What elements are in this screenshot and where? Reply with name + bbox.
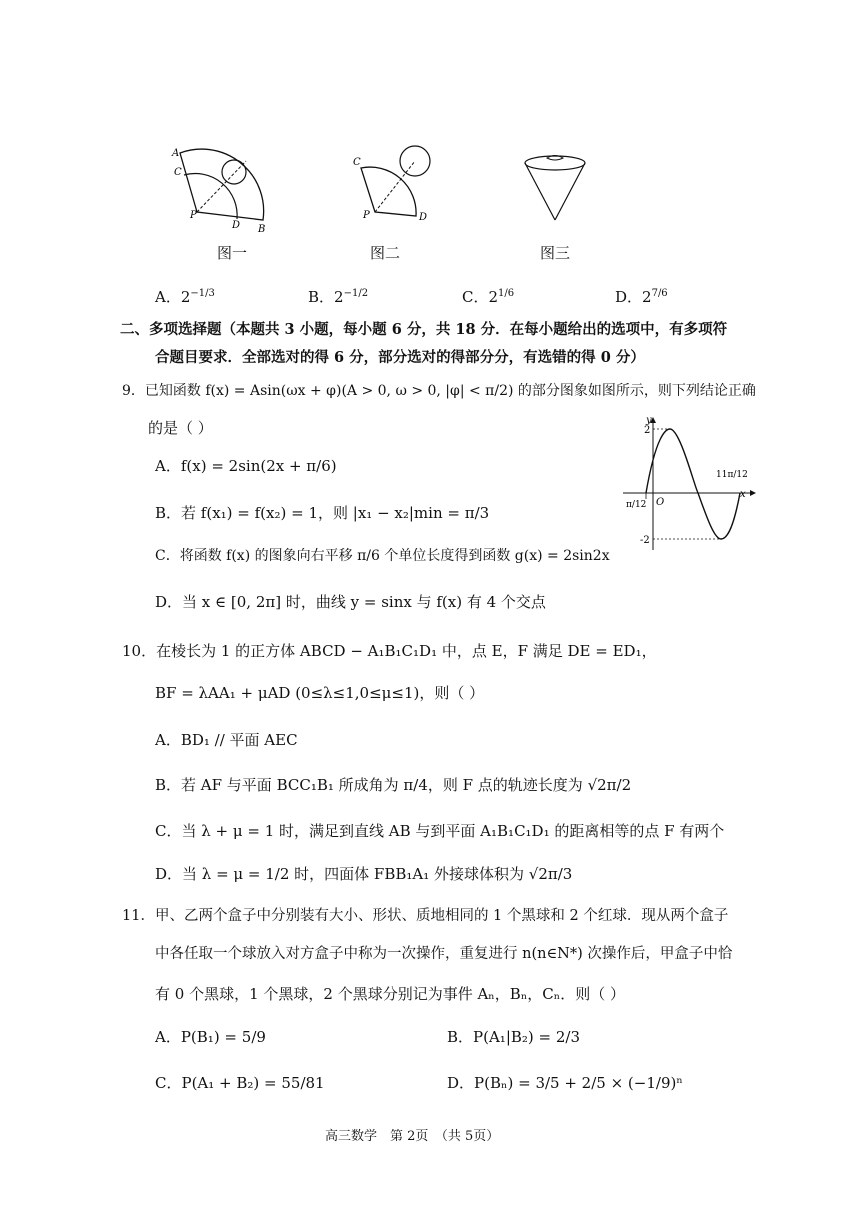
x-right-label: 11π/12 <box>716 470 748 480</box>
q11-option-b[interactable]: B．P(A₁|B₂) = 2/3 <box>447 1028 581 1046</box>
figure-2-caption: 图二 <box>370 244 401 262</box>
fig1-label-d: D <box>232 220 241 231</box>
sine-curve <box>646 429 740 539</box>
q9-option-c[interactable]: C．将函数 f(x) 的图象向右平移 π/6 个单位长度得到函数 g(x) = 2sin2x <box>155 548 610 564</box>
y-max-label: 2 <box>644 425 651 436</box>
x-label: x <box>740 489 746 500</box>
q9-option-b[interactable]: B．若 f(x₁) = f(x₂) = 1，则 |x₁ − x₂|min = π/3 <box>155 504 490 522</box>
page-footer: 高三数学 第 2页 （共 5页） <box>325 1129 500 1144</box>
fig2-label-d: D <box>419 212 428 223</box>
q9-option-a[interactable]: A．f(x) = 2sin(2x + π/6) <box>155 457 337 475</box>
figure-2 <box>345 140 445 235</box>
section2-heading-line2: 合题目要求．全部选对的得 6 分，部分选对的得部分分，有选错的得 0 分） <box>155 349 645 366</box>
q10-option-c[interactable]: C．当 λ + μ = 1 时，满足到直线 AB 与到平面 A₁B₁C₁D₁ 的距离相等的点 F 有两个 <box>155 822 725 840</box>
figure-3-cone <box>515 150 595 230</box>
q8-option-b[interactable]: B．$2^{-1/2}$ <box>308 288 369 306</box>
x-axis-arrow <box>750 490 756 496</box>
fig1-circle <box>222 160 246 184</box>
q11-option-d[interactable]: D．P(Bₙ) = 3/5 + 2/5 × (−1/9)ⁿ <box>447 1074 683 1092</box>
q10-stem-line2: BF = λAA₁ + μAD (0≤λ≤1,0≤μ≤1)，则（ ） <box>155 684 485 702</box>
q10-option-b[interactable]: B．若 AF 与平面 BCC₁B₁ 所成角为 π/4，则 F 点的轨迹长度为 √2π/2 <box>155 776 632 794</box>
q9-option-d[interactable]: D．当 x ∈ [0, 2π] 时，曲线 y = sinx 与 f(x) 有 4 个交点 <box>155 593 546 611</box>
figure-3-caption: 图三 <box>540 244 571 262</box>
fig1-dashed-line <box>197 161 246 212</box>
q8-option-c[interactable]: C．$2^{1/6}$ <box>462 288 515 306</box>
cone-side-left <box>525 163 555 220</box>
y-label: y <box>646 415 652 426</box>
q11-stem-line1: 11．甲、乙两个盒子中分别装有大小、形状、质地相同的 1 个黑球和 2 个红球．现从两个盒子 <box>122 908 729 924</box>
q9-stem-line2: 的是（ ） <box>148 419 213 437</box>
fig1-label-p: P <box>190 210 197 221</box>
fig1-label-c: C <box>174 167 182 178</box>
q10-option-d[interactable]: D．当 λ = μ = 1/2 时，四面体 FBB₁A₁ 外接球体积为 √2π/3 <box>155 865 573 883</box>
figure-1 <box>160 140 280 240</box>
q10-option-a[interactable]: A．BD₁ // 平面 AEC <box>155 731 298 749</box>
fig2-label-c: C <box>353 157 361 168</box>
q11-option-c[interactable]: C．P(A₁ + B₂) = 55/81 <box>155 1074 325 1092</box>
fig1-label-b: B <box>258 224 266 235</box>
q11-stem-line3: 有 0 个黑球，1 个黑球，2 个黑球分别记为事件 Aₙ，Bₙ，Cₙ．则（ ） <box>155 985 626 1003</box>
y-min-label: -2 <box>640 535 650 546</box>
q11-option-a[interactable]: A．P(B₁) = 5/9 <box>155 1028 266 1046</box>
q8-option-a[interactable]: A．$2^{-1/3}$ <box>155 288 215 306</box>
x-left-label: π/12 <box>626 500 647 510</box>
q11-stem-line2: 中各任取一个球放入对方盒子中称为一次操作，重复进行 n(n∈N*) 次操作后，甲盒子中恰 <box>155 946 733 962</box>
cone-base <box>525 156 585 170</box>
q9-stem-line1: 9．已知函数 f(x) = Asin(ωx + φ)(A > 0, ω > 0, |φ| < π/2) 的部分图象如图所示，则下列结论正确 <box>122 383 756 399</box>
q9-sine-graph <box>618 415 758 555</box>
figure-1-caption: 图一 <box>217 244 248 262</box>
fig2-label-p: P <box>363 210 370 221</box>
origin-label: O <box>656 497 665 508</box>
cone-side-right <box>555 163 585 220</box>
q10-stem-line1: 10．在棱长为 1 的正方体 ABCD − A₁B₁C₁D₁ 中，点 E，F 满足 DE = ED₁， <box>122 642 657 660</box>
section2-heading-line1: 二、多项选择题（本题共 3 小题，每小题 6 分，共 18 分．在每小题给出的选项中，有多项符 <box>120 321 728 338</box>
fig1-label-a: A <box>172 148 180 159</box>
q8-option-d[interactable]: D．$2^{7/6}$ <box>615 288 668 306</box>
